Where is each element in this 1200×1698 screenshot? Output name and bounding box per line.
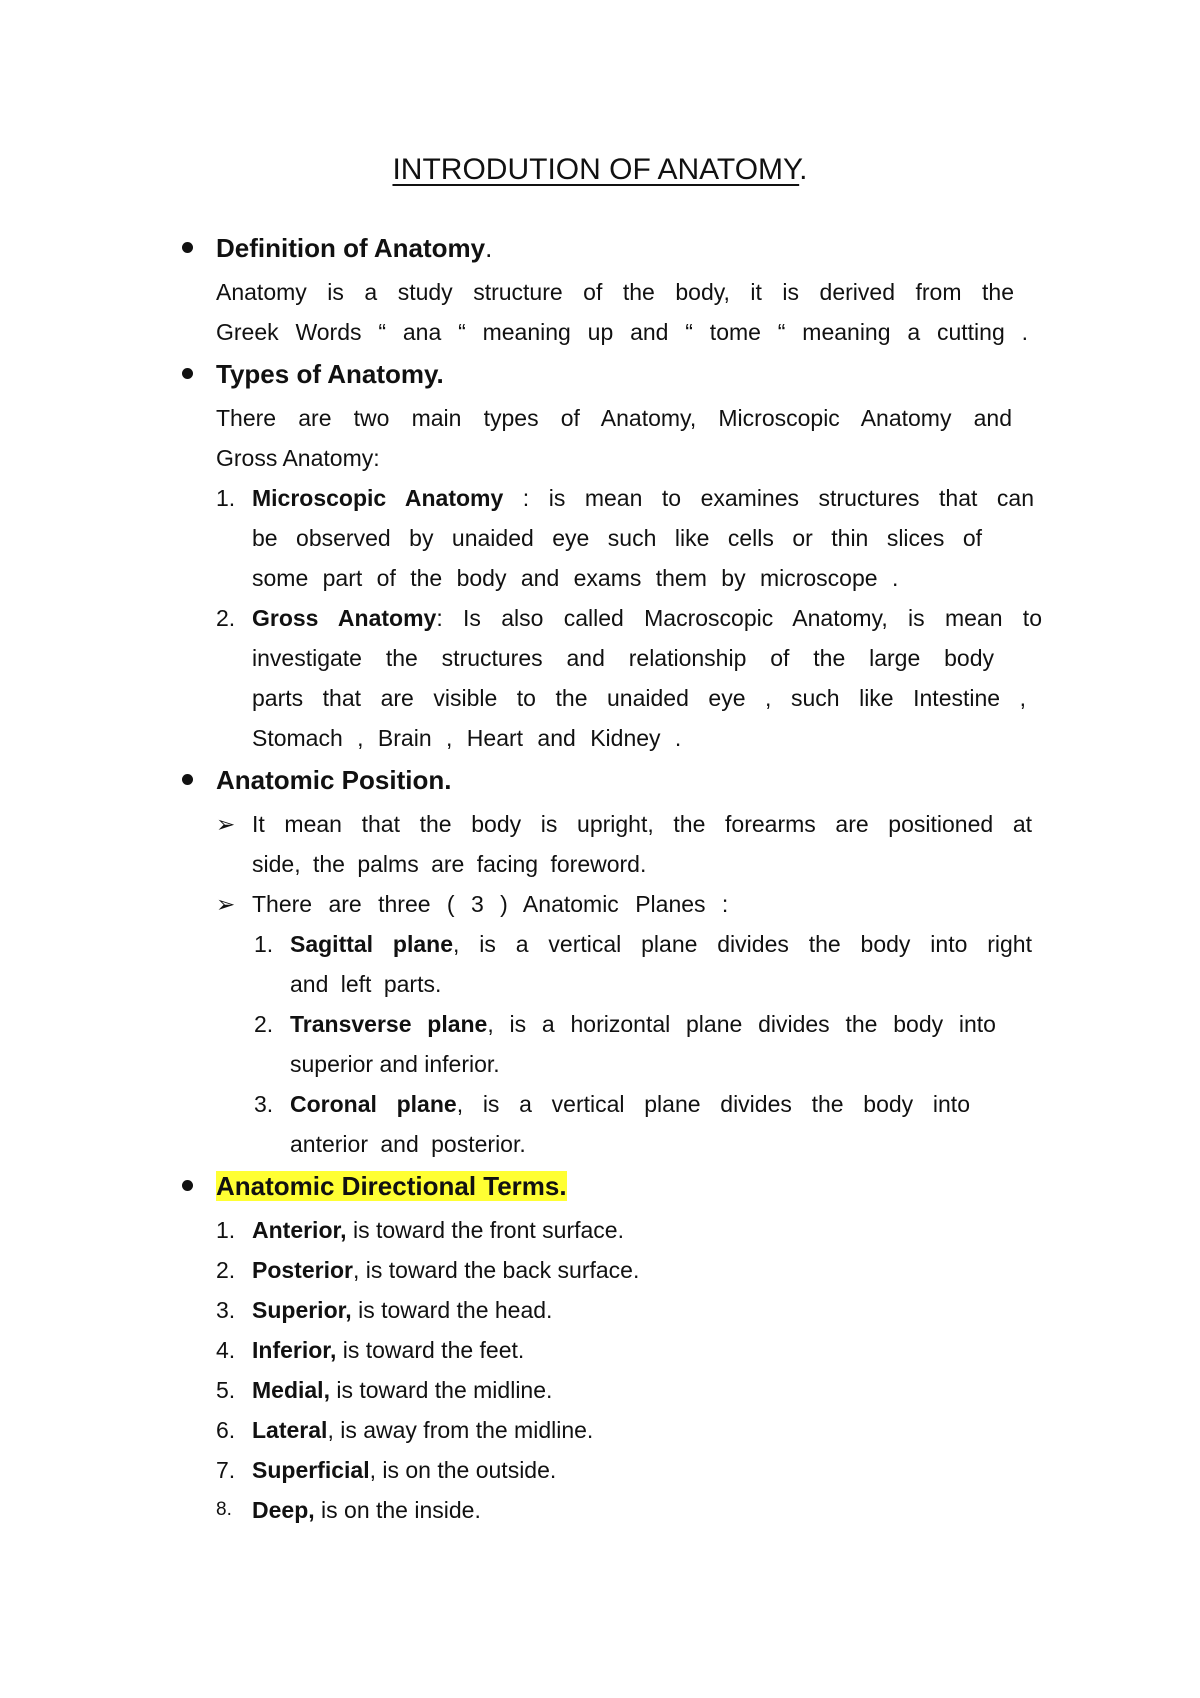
coronal-line-2: anterior and posterior. (290, 1131, 526, 1157)
microscopic-line-1: Microscopic Anatomy : is mean to examines structures that can (252, 485, 1034, 511)
list-number: 8. (216, 1499, 232, 1520)
gross-line-2: investigate the structures and relationship of the large body (252, 645, 994, 671)
bullet-icon (182, 368, 193, 379)
term-superficial: Superficial, is on the outside. (252, 1457, 557, 1483)
heading-position: Anatomic Position. (216, 762, 451, 798)
list-number: 3. (216, 1297, 236, 1323)
microscopic-line-3: some part of the body and exams them by microscope . (252, 565, 899, 591)
list-number: 2. (254, 1011, 274, 1037)
sagittal-line-2: and left parts. (290, 971, 442, 997)
list-number: 6. (216, 1417, 236, 1443)
heading-definition: Definition of Anatomy. (216, 230, 492, 266)
microscopic-line-2: be observed by unaided eye such like cells or thin slices of (252, 525, 982, 551)
gross-line-3: parts that are visible to the unaided eye , such like Intestine , (252, 685, 1026, 711)
list-number: 1. (216, 485, 236, 511)
heading-directional-terms: Anatomic Directional Terms. (216, 1168, 567, 1204)
position-line-2: side, the palms are facing foreword. (252, 851, 647, 877)
term-deep: Deep, is on the inside. (252, 1497, 481, 1523)
gross-line-1: Gross Anatomy: Is also called Macroscopic Anatomy, is mean to (252, 605, 1042, 631)
gross-line-4: Stomach , Brain , Heart and Kidney . (252, 725, 682, 751)
term-anterior: Anterior, is toward the front surface. (252, 1217, 624, 1243)
transverse-line-2: superior and inferior. (290, 1051, 500, 1077)
types-intro-line-1: There are two main types of Anatomy, Microscopic Anatomy and (216, 405, 1012, 431)
list-number: 3. (254, 1091, 274, 1117)
term-inferior: Inferior, is toward the feet. (252, 1337, 525, 1363)
bullet-icon (182, 774, 193, 785)
list-number: 7. (216, 1457, 236, 1483)
types-intro-line-2: Gross Anatomy: (216, 445, 380, 471)
list-number: 5. (216, 1377, 236, 1403)
page-title: INTRODUTION OF ANATOMY. (392, 153, 808, 186)
sagittal-line-1: Sagittal plane, is a vertical plane divides the body into right (290, 931, 1032, 957)
definition-line-2: Greek Words “ ana “ meaning up and “ tome “ meaning a cutting . (216, 319, 1028, 345)
position-line-1: It mean that the body is upright, the forearms are positioned at (252, 811, 1032, 837)
bullet-icon (182, 1180, 193, 1191)
definition-line-1: Anatomy is a study structure of the body, it is derived from the (216, 279, 1014, 305)
term-superior: Superior, is toward the head. (252, 1297, 553, 1323)
coronal-line-1: Coronal plane, is a vertical plane divides the body into (290, 1091, 970, 1117)
planes-intro: There are three ( 3 ) Anatomic Planes : (252, 891, 729, 917)
bullet-icon (182, 242, 193, 253)
term-posterior: Posterior, is toward the back surface. (252, 1257, 640, 1283)
term-lateral: Lateral, is away from the midline. (252, 1417, 594, 1443)
list-number: 1. (216, 1217, 236, 1243)
heading-types: Types of Anatomy. (216, 356, 444, 392)
arrow-bullet-icon: ➢ (216, 891, 236, 917)
list-number: 2. (216, 1257, 236, 1283)
arrow-bullet-icon: ➢ (216, 811, 236, 837)
list-number: 2. (216, 605, 236, 631)
term-medial: Medial, is toward the midline. (252, 1377, 553, 1403)
transverse-line-1: Transverse plane, is a horizontal plane divides the body into (290, 1011, 996, 1037)
list-number: 1. (254, 931, 274, 957)
list-number: 4. (216, 1337, 236, 1363)
